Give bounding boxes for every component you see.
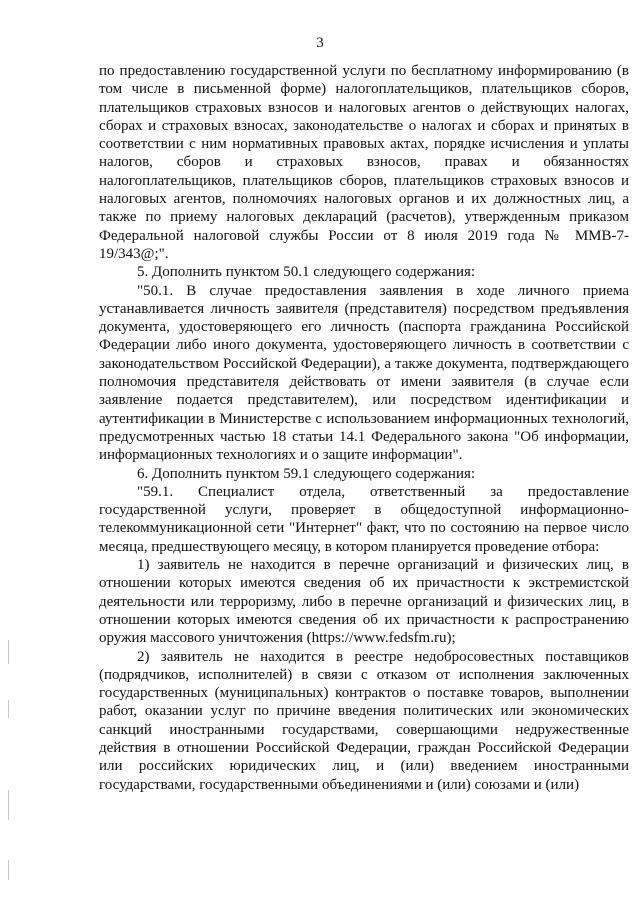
scan-margin-mark — [8, 790, 9, 820]
document-body — [99, 62, 629, 794]
paragraph-item-5: 5. Дополнить пунктом 50.1 следующего содержания: — [137, 264, 476, 281]
page-number: 3 — [316, 35, 324, 51]
paragraph-continuation: по предоставлению государственной услуги по бесплатному информированию (в том числе в письменной форме) налогоплательщиков, плательщиков сборов, плательщиков страховых взносов и налоговых агентов о действующих налогах, сборах и страховых взносах, законодательстве о налогах и сборах и принятых в соответствии с ним нормативных правовых актах, порядке исчисления и уплаты налогов, сборов и страховых взносов, правах и обязанностях налогоплательщиков, плательщиков сборов, плательщиков страховых взносов и налоговых агентов, полномочиях налоговых органов и их должностных лиц, а также по приему налоговых деклараций (расчетов), утвержденным приказом Федеральной налоговой службы России от 8 июля 2019 года № ММВ-7-19/343@;". — [99, 63, 629, 262]
scan-margin-mark — [8, 700, 9, 718]
paragraph-clause-50-1: "50.1. В случае предоставления заявления в ходе личного приема устанавливается личность заявителя (представителя) посредством предъявления документа, удостоверяющего его личность (паспорта гражданина Российской Федерации либо иного документа, удостоверяющего личность в соответствии с законодательством Российской Федерации), а также документа, подтверждающего полномочия представителя действовать от имени заявителя (в случае если заявление подается представителем), или посредством идентификации и аутентификации в Министерстве с использованием информационных технологий, предусмотренных частью 18 статьи 14.1 Федерального закона "Об информации, информационных технологиях и о защите информации". — [99, 282, 629, 464]
scan-margin-mark — [8, 640, 9, 664]
paragraph-subitem-2: 2) заявитель не находится в реестре недобросовестных поставщиков (подрядчиков, исполнителей) в связи с отказом от исполнения заключенных государственных (муниципальных) контрактов о поставке товаров, выполнении работ, оказании услуг по причине введения политических или экономических санкций иностранными государствами, совершающими недружественные действия в отношении Российской Федерации, граждан Российской Федерации или российских юридических лиц, и (или) введением иностранными государствами, государственными объединениями и (или) союзами и (или) — [99, 648, 629, 793]
paragraph-item-6: 6. Дополнить пунктом 59.1 следующего содержания: — [137, 465, 476, 482]
paragraph-clause-59-1: "59.1. Специалист отдела, ответственный за предоставление государственной услуги, проверяет в общедоступной информационно-телекоммуникационной сети "Интернет" факт, что по состоянию на первое число месяца, предшествующего месяцу, в котором планируется проведение отбора: — [99, 483, 629, 555]
paragraph-subitem-1: 1) заявитель не находится в перечне организаций и физических лиц, в отношении которых имеются сведения об их причастности к экстремистской деятельности или терроризму, либо в перечне организаций и физических лиц, в отношении которых имеются сведения об их причастности к распространению оружия массового уничтожения (https://www.fedsfm.ru); — [99, 557, 629, 647]
scan-margin-mark — [8, 860, 9, 880]
